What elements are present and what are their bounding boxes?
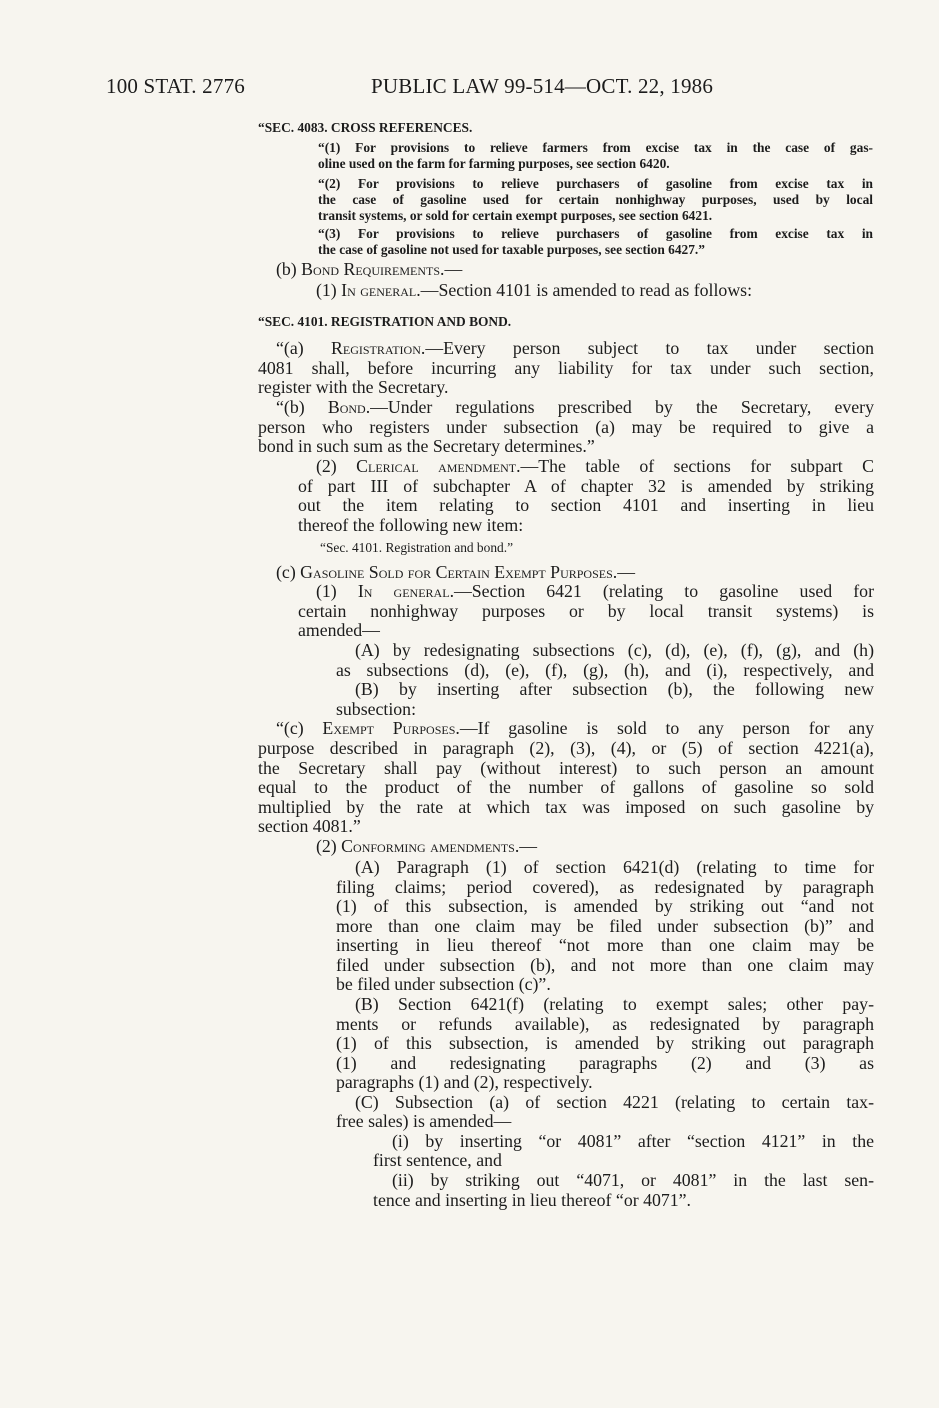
text-line: filing claims; period covered), as redesignated by paragraph (336, 877, 874, 897)
text-line: (1) and redesignating paragraphs (2) and (3) as (336, 1053, 874, 1073)
public-law-title: PUBLIC LAW 99-514—OCT. 22, 1986 (371, 74, 714, 98)
text-line: as subsections (d), (e), (f), (g), (h), and (i), respectively, and (336, 660, 874, 680)
cross-ref-line: transit systems, or sold for certain exempt purposes, see section 6421. (318, 208, 713, 223)
text-line: (B) by inserting after subsection (b), the following new (355, 679, 874, 699)
text-line: more than one claim may be filed under subsection (b)” and (336, 916, 874, 936)
text-line: 4081 shall, before incurring any liability for tax under such section, (258, 358, 874, 378)
text-line: section 4081.” (258, 816, 361, 836)
text-line: subsection: (336, 699, 417, 719)
text-line: (C) Subsection (a) of section 4221 (relating to certain tax- (355, 1092, 874, 1112)
text-line: “(b) Bond.—Under regulations prescribed by the Secretary, every (276, 397, 874, 417)
text-line: filed under subsection (b), and not more than one claim may (336, 955, 874, 975)
text-line: “(c) Exempt Purposes.—If gasoline is sold to any person for any (276, 718, 874, 738)
page-header (106, 74, 746, 104)
cross-ref-line: the case of gasoline used for certain nonhighway purposes, used by local (318, 192, 873, 207)
text-line: (2) Clerical amendment.—The table of sections for subpart C (316, 456, 874, 476)
text-line: bond in such sum as the Secretary determines.” (258, 436, 595, 456)
text-line: amended— (298, 620, 380, 640)
text-line: (B) Section 6421(f) (relating to exempt sales; other pay- (355, 994, 874, 1014)
text-line: of part III of subchapter A of chapter 32 is amended by striking (298, 476, 874, 496)
text-line: free sales) is amended— (336, 1111, 512, 1131)
text-line: register with the Secretary. (258, 377, 449, 397)
section-heading: “SEC. 4101. REGISTRATION AND BOND. (258, 314, 512, 329)
text-line: (i) by inserting “or 4081” after “section 4121” in the (392, 1131, 874, 1151)
text-line: tence and inserting in lieu thereof “or 4071”. (373, 1190, 691, 1210)
text-line: the Secretary shall pay (without interest) to such person an amount (258, 758, 874, 778)
text-line: thereof the following new item: (298, 515, 524, 535)
text-line: be filed under subsection (c)”. (336, 974, 551, 994)
text-line: ments or refunds available), as redesignated by paragraph (336, 1014, 874, 1034)
table-of-sections-item: “Sec. 4101. Registration and bond.” (320, 540, 514, 555)
paragraph-heading: (1) In general.—Section 4101 is amended to read as follows: (316, 280, 753, 300)
text-line: first sentence, and (373, 1150, 502, 1170)
subsection-heading: (c) Gasoline Sold for Certain Exempt Purposes.— (276, 562, 635, 582)
text-line: paragraphs (1) and (2), respectively. (336, 1072, 593, 1092)
text-line: (A) by redesignating subsections (c), (d), (e), (f), (g), and (h) (355, 640, 874, 660)
cross-ref-line: oline used on the farm for farming purposes, see section 6420. (318, 156, 670, 171)
cross-ref-line: “(3) For provisions to relieve purchasers of gasoline from excise tax in (318, 226, 873, 241)
section-heading: “SEC. 4083. CROSS REFERENCES. (258, 120, 473, 135)
text-line: purpose described in paragraph (2), (3), (4), or (5) of section 4221(a), (258, 738, 874, 758)
cross-ref-line: “(1) For provisions to relieve farmers from excise tax in the case of gas- (318, 140, 873, 155)
text-line: (ii) by striking out “4071, or 4081” in the last sen- (392, 1170, 874, 1190)
subsection-heading: (b) Bond Requirements.— (276, 259, 463, 279)
text-line: person who registers under subsection (a) may be required to give a (258, 417, 874, 437)
text-line: equal to the product of the number of gallons of gasoline so sold (258, 777, 874, 797)
text-line: (1) of this subsection, is amended by striking out “and not (336, 896, 874, 916)
text-line: (1) of this subsection, is amended by striking out paragraph (336, 1033, 874, 1053)
text-line: (1) In general.—Section 6421 (relating to gasoline used for (316, 581, 874, 601)
cross-ref-line: “(2) For provisions to relieve purchasers of gasoline from excise tax in (318, 176, 873, 191)
stat-citation: 100 STAT. 2776 (106, 74, 245, 98)
text-line: certain nonhighway purposes or by local transit systems) is (298, 601, 874, 621)
text-line: (A) Paragraph (1) of section 6421(d) (relating to time for (355, 857, 874, 877)
text-line: inserting in lieu thereof “not more than one claim may be (336, 935, 874, 955)
text-line: out the item relating to section 4101 and inserting in lieu (298, 495, 874, 515)
cross-ref-line: the case of gasoline not used for taxable purposes, see section 6427.” (318, 242, 705, 257)
text-line: multiplied by the rate at which tax was imposed on such gasoline by (258, 797, 874, 817)
text-line: “(a) Registration.—Every person subject to tax under section (276, 338, 875, 358)
paragraph-heading: (2) Conforming amendments.— (316, 836, 538, 856)
